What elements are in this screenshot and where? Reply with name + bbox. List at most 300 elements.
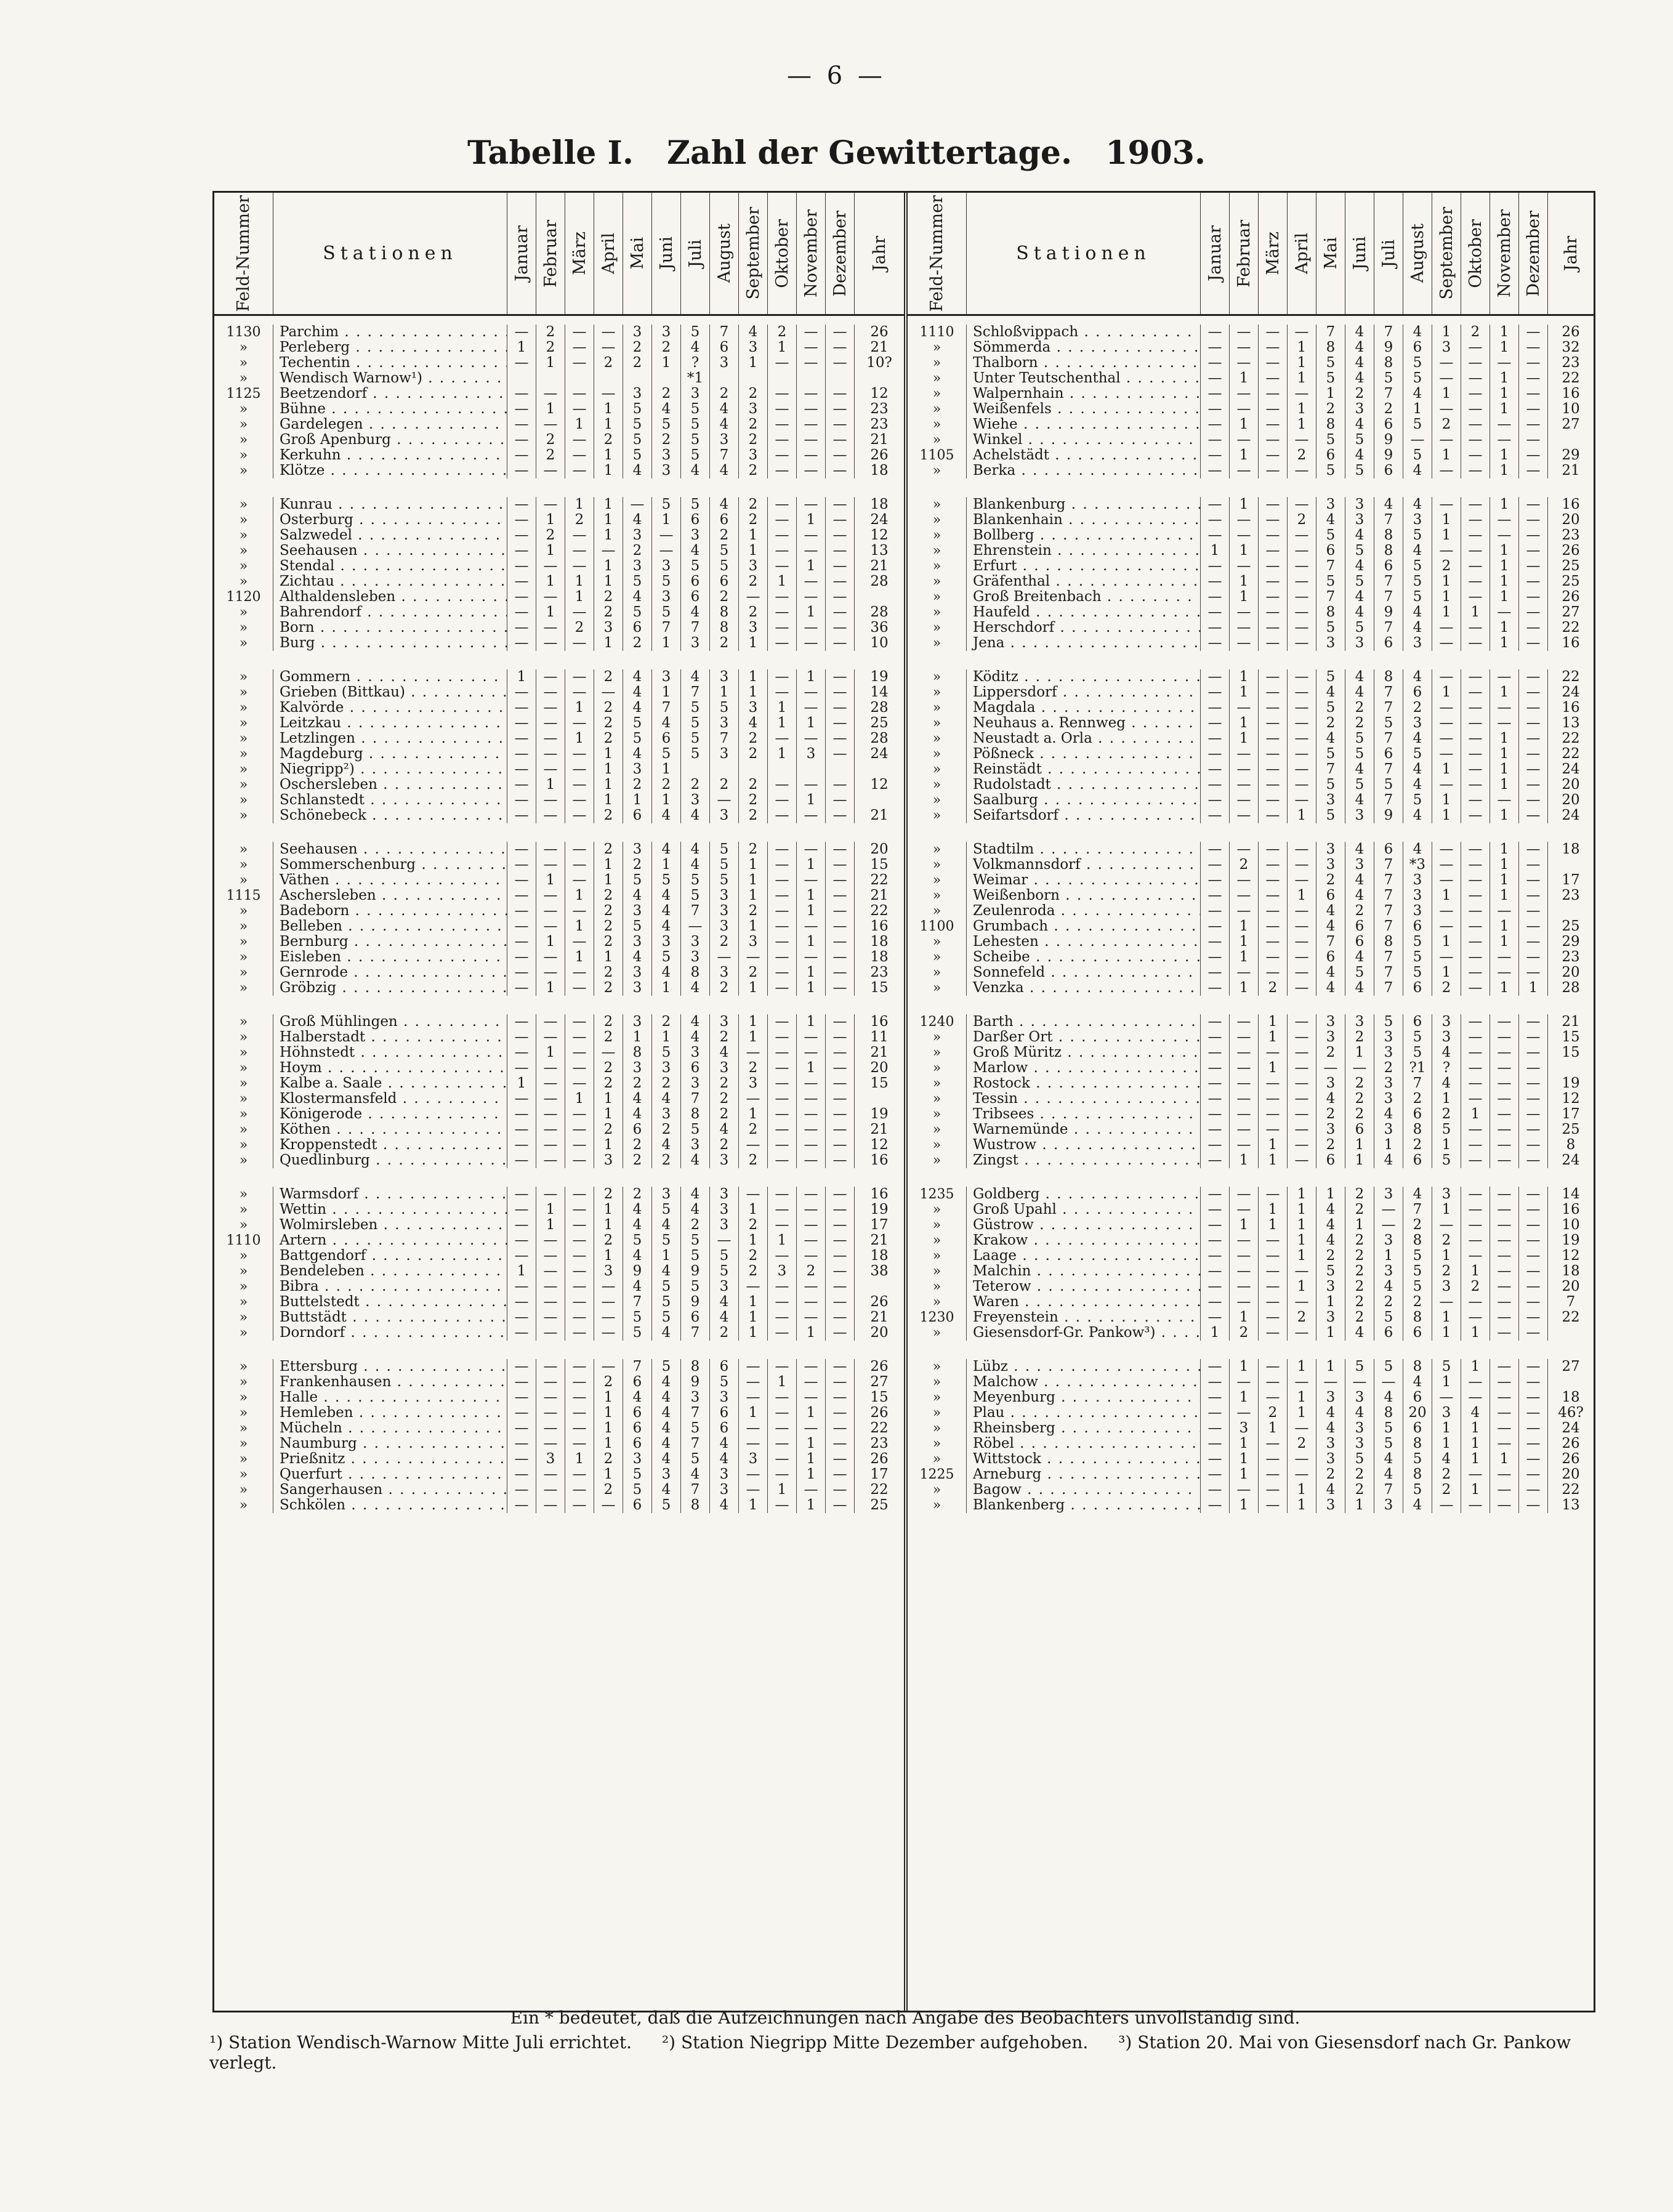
month-count-cell: 1 [1461, 1107, 1490, 1122]
month-count-cell: 4 [652, 1451, 681, 1467]
month-count-cell: — [768, 605, 797, 620]
month-count-cell: 4 [1403, 386, 1432, 402]
year-total-cell: 15 [870, 1390, 889, 1405]
year-total-cell: 32 [1562, 340, 1580, 355]
month-count-cell: 1 [797, 903, 826, 919]
feld-nummer-cell: » [214, 669, 273, 685]
month-count-cell: — [1519, 857, 1548, 873]
month-count-cell: — [1201, 1467, 1230, 1482]
month-count-cell: 1 [1432, 965, 1461, 980]
month-count-cell: 8 [681, 1359, 710, 1374]
month-count-cell: 1 [1288, 1202, 1316, 1217]
footnotes-line [209, 2032, 1601, 2073]
month-count-cell: 3 [710, 746, 739, 762]
month-count-cell: — [536, 1467, 565, 1482]
month-count-cell: 5 [1403, 934, 1432, 950]
table-row [908, 1451, 1594, 1467]
month-count-cell: 2 [594, 980, 623, 996]
year-total-cell: 26 [1562, 325, 1580, 340]
year-total-cell: 14 [1562, 1187, 1580, 1202]
month-count-cell: 3 [710, 1279, 739, 1294]
month-count-cell: 5 [681, 700, 710, 716]
month-count-cell: 5 [1403, 417, 1432, 432]
month-count-cell: — [1288, 716, 1316, 731]
year-total-cell: 25 [870, 716, 889, 731]
month-count-cell: — [536, 1374, 565, 1390]
month-count-cell: — [768, 903, 797, 919]
month-count-cell: 2 [1403, 1217, 1432, 1233]
month-count-cell: — [826, 448, 855, 463]
feld-nummer-cell: 1235 [908, 1187, 967, 1202]
month-count-cell: 2 [594, 1374, 623, 1390]
table-row [908, 589, 1594, 605]
table-row [908, 463, 1594, 478]
month-count-cell: 1 [739, 1107, 768, 1122]
year-total-cell: 16 [870, 1187, 889, 1202]
month-count-cell: 1 [565, 731, 594, 746]
month-count-cell: 5 [1432, 1359, 1461, 1374]
month-count-cell: 7 [1374, 919, 1403, 934]
month-count-cell: — [1288, 965, 1316, 980]
month-count-cell: 4 [1403, 463, 1432, 478]
year-total-cell: 22 [1562, 669, 1580, 685]
month-count-cell: — [1201, 934, 1230, 950]
month-count-cell: 1 [1490, 1451, 1519, 1467]
feld-nummer-cell: » [908, 746, 967, 762]
month-count-cell: 1 [739, 1498, 768, 1513]
month-count-cell: — [507, 574, 536, 589]
month-count-cell: — [1519, 1137, 1548, 1153]
month-count-cell: 6 [623, 1498, 652, 1513]
month-count-cell: 4 [623, 463, 652, 478]
month-count-cell: 1 [1288, 808, 1316, 823]
year-total-cell: 19 [1562, 1076, 1580, 1091]
feld-nummer-cell: » [908, 636, 967, 651]
month-count-cell: — [536, 620, 565, 636]
month-count-cell: 5 [1345, 965, 1374, 980]
month-count-cell: — [507, 355, 536, 371]
header-month-label: Mai [1321, 237, 1340, 270]
month-count-cell: 6 [652, 731, 681, 746]
month-count-cell: — [826, 746, 855, 762]
month-count-cell: 4 [1403, 1374, 1432, 1390]
month-count-cell: 2 [1432, 559, 1461, 574]
month-count-cell: — [768, 934, 797, 950]
year-total-cell: 19 [870, 1107, 889, 1122]
month-count-cell: 6 [1403, 1107, 1432, 1122]
month-count-cell: — [1288, 543, 1316, 559]
month-count-cell: — [652, 528, 681, 543]
station-name-cell: Niegripp²) . . . [273, 762, 507, 777]
station-name-cell: Zeulenroda . . . [967, 903, 1201, 919]
month-count-cell: — [1259, 1498, 1288, 1513]
month-count-cell: — [1432, 636, 1461, 651]
month-count-cell: — [1490, 1467, 1519, 1482]
feld-nummer-cell: » [908, 842, 967, 857]
year-total-cell: 24 [1562, 762, 1580, 777]
month-count-cell: 3 [681, 1137, 710, 1153]
month-count-cell: 1 [536, 1217, 565, 1233]
month-count-cell: 6 [681, 512, 710, 528]
month-count-cell: — [768, 980, 797, 996]
month-count-cell: 1 [594, 793, 623, 808]
station-name-cell: Mücheln . . . [273, 1421, 507, 1436]
feld-nummer-cell: » [214, 574, 273, 589]
month-count-cell: 2 [739, 1264, 768, 1279]
month-count-cell: 2 [739, 1122, 768, 1137]
year-total-cell: 27 [1562, 605, 1580, 620]
month-count-cell: 4 [1316, 1233, 1345, 1248]
header-month-label: September [1437, 207, 1456, 300]
table-row [908, 1248, 1594, 1264]
month-count-cell: — [826, 386, 855, 402]
month-count-cell: 6 [1316, 888, 1345, 903]
month-count-cell: — [507, 980, 536, 996]
month-count-cell: — [565, 325, 594, 340]
month-count-cell: — [1259, 574, 1288, 589]
month-count-cell: 1 [1230, 417, 1259, 432]
feld-nummer-cell: » [214, 1325, 273, 1341]
month-count-cell: — [1432, 497, 1461, 512]
month-count-cell: 1 [739, 1294, 768, 1310]
month-count-cell: — [768, 463, 797, 478]
month-count-cell: 4 [681, 340, 710, 355]
month-count-cell: 6 [1374, 746, 1403, 762]
month-count-cell: 3 [1403, 873, 1432, 888]
year-total-cell: 24 [1562, 808, 1580, 823]
month-count-cell: 4 [623, 512, 652, 528]
month-count-cell: — [1259, 1359, 1288, 1374]
feld-nummer-cell: » [214, 842, 273, 857]
year-total-cell: 12 [870, 386, 889, 402]
month-count-cell: 1 [1490, 620, 1519, 636]
month-count-cell: — [1519, 1436, 1548, 1451]
feld-nummer-cell: » [908, 1264, 967, 1279]
table-row [214, 1405, 904, 1421]
month-count-cell: 2 [652, 1153, 681, 1168]
header-stationen [967, 193, 1201, 314]
feld-nummer-cell: » [214, 1482, 273, 1498]
month-count-cell: — [1519, 716, 1548, 731]
month-count-cell: — [1519, 1187, 1548, 1202]
table-row [908, 1405, 1594, 1421]
month-count-cell: — [565, 605, 594, 620]
header-month-label: August [1408, 224, 1427, 283]
station-name-cell: Köthen . . . [273, 1122, 507, 1137]
month-count-cell: — [1345, 1060, 1374, 1076]
month-count-cell: 1 [594, 873, 623, 888]
month-count-cell: 1 [1230, 448, 1259, 463]
month-count-cell: 4 [1316, 980, 1345, 996]
month-count-cell: 1 [594, 463, 623, 478]
feld-nummer-cell: » [908, 605, 967, 620]
month-count-cell: — [1519, 965, 1548, 980]
year-total-cell: 24 [1562, 685, 1580, 700]
month-count-cell: — [536, 1030, 565, 1045]
table-row [214, 716, 904, 731]
year-total-cell: 10 [1562, 1217, 1580, 1233]
month-count-cell: — [1461, 497, 1490, 512]
month-count-cell: 7 [652, 620, 681, 636]
month-count-cell: — [1432, 919, 1461, 934]
year-total-cell: 23 [870, 402, 889, 417]
month-count-cell: — [536, 808, 565, 823]
month-count-cell: 4 [1316, 1091, 1345, 1107]
month-count-cell: 1 [1461, 1436, 1490, 1451]
month-count-cell: 2 [594, 605, 623, 620]
month-count-cell: — [565, 1045, 594, 1060]
month-count-cell: 5 [1374, 1359, 1403, 1374]
month-count-cell: — [768, 842, 797, 857]
month-count-cell: — [536, 1325, 565, 1341]
month-count-cell: — [1230, 1294, 1259, 1310]
month-count-cell: — [507, 842, 536, 857]
month-count-cell: — [536, 1153, 565, 1168]
month-count-cell: 7 [1403, 1202, 1432, 1217]
month-count-cell: 1 [1259, 1030, 1288, 1045]
year-total-cell: 19 [1562, 1233, 1580, 1248]
month-count-cell: 5 [710, 1248, 739, 1264]
station-name-cell: Malchin . . . [967, 1264, 1201, 1279]
month-count-cell: — [797, 685, 826, 700]
month-count-cell: 1 [652, 685, 681, 700]
month-count-cell: — [1519, 1014, 1548, 1030]
header-month-label: November [801, 209, 821, 297]
header-month-label: Oktober [1465, 219, 1485, 288]
month-count-cell: 2 [1345, 1030, 1374, 1045]
month-count-cell: 8 [681, 1498, 710, 1513]
month-count-cell: — [1490, 1294, 1519, 1310]
month-count-cell: — [1201, 559, 1230, 574]
month-count-cell: 2 [1345, 716, 1374, 731]
month-count-cell [681, 762, 710, 777]
table-row [908, 417, 1594, 432]
feld-nummer-cell: » [908, 432, 967, 448]
month-count-cell: 3 [623, 903, 652, 919]
station-name-cell: Groß Mühlingen . . . [273, 1014, 507, 1030]
month-count-cell: — [797, 1248, 826, 1264]
month-count-cell: 8 [1316, 417, 1345, 432]
station-name-cell: Schönebeck . . . [273, 808, 507, 823]
month-count-cell: — [710, 1233, 739, 1248]
month-count-cell: 1 [652, 857, 681, 873]
station-name-cell: Pößneck . . . [967, 746, 1201, 762]
header-jahr [1548, 193, 1594, 314]
month-count-cell: 4 [710, 463, 739, 478]
table-row [908, 762, 1594, 777]
month-count-cell: — [565, 1482, 594, 1498]
month-count-cell: — [1201, 700, 1230, 716]
month-count-cell: 5 [1316, 808, 1345, 823]
table-row [214, 1310, 904, 1325]
feld-nummer-cell: » [908, 1482, 967, 1498]
year-total-cell: 13 [1562, 1498, 1580, 1513]
month-count-cell: 3 [1432, 1014, 1461, 1030]
month-count-cell: — [1461, 716, 1490, 731]
station-name-cell: Groß Upahl . . . [967, 1202, 1201, 1217]
month-count-cell: 7 [681, 1405, 710, 1421]
month-count-cell: — [1230, 1137, 1259, 1153]
month-count-cell: 5 [623, 1233, 652, 1248]
month-count-cell: 2 [594, 1122, 623, 1137]
month-count-cell: — [768, 448, 797, 463]
month-count-cell: — [768, 808, 797, 823]
month-count-cell: — [797, 1122, 826, 1137]
station-name-cell: Hemleben . . . [273, 1405, 507, 1421]
table-row [908, 1482, 1594, 1498]
month-count-cell: 7 [710, 325, 739, 340]
month-count-cell: 2 [1316, 716, 1345, 731]
year-total-cell: 15 [870, 857, 889, 873]
month-count-cell: 1 [1201, 1325, 1230, 1341]
month-count-cell: 5 [1345, 432, 1374, 448]
station-name-cell: Bagow . . . [967, 1482, 1201, 1498]
month-count-cell: 6 [1345, 919, 1374, 934]
month-count-cell: — [1230, 340, 1259, 355]
table-row [908, 528, 1594, 543]
month-count-cell: — [507, 1405, 536, 1421]
month-count-cell: 5 [710, 1264, 739, 1279]
month-count-cell: 3 [681, 793, 710, 808]
month-count-cell: 4 [1374, 1451, 1403, 1467]
month-count-cell: 3 [710, 1482, 739, 1498]
month-count-cell: 1 [1461, 605, 1490, 620]
month-count-cell: 8 [681, 1107, 710, 1122]
month-count-cell: — [1201, 1405, 1230, 1421]
header-month-label: Januar [512, 225, 531, 281]
month-count-cell: 1 [1432, 1421, 1461, 1436]
month-count-cell: — [1259, 528, 1288, 543]
month-count-cell: — [565, 528, 594, 543]
month-count-cell: 2 [1316, 1107, 1345, 1122]
month-count-cell: — [1519, 1325, 1548, 1341]
month-count-cell: — [1230, 1091, 1259, 1107]
month-count-cell: 4 [681, 1030, 710, 1045]
month-count-cell: — [1230, 605, 1259, 620]
station-name-cell: Bühne . . . [273, 402, 507, 417]
month-count-cell: 2 [739, 965, 768, 980]
month-count-cell: — [1230, 1374, 1259, 1390]
month-count-cell: 4 [1374, 1279, 1403, 1294]
feld-nummer-cell: » [214, 980, 273, 996]
feld-nummer-cell: » [214, 919, 273, 934]
month-count-cell: — [1230, 432, 1259, 448]
month-count-cell: — [1288, 589, 1316, 605]
year-total-cell: 21 [870, 432, 889, 448]
station-name-cell: Arneburg . . . [967, 1467, 1201, 1482]
month-count-cell: — [1432, 371, 1461, 386]
table-row [214, 842, 904, 857]
month-count-cell: 1 [1288, 1187, 1316, 1202]
month-count-cell: — [1230, 1045, 1259, 1060]
month-count-cell: — [1519, 777, 1548, 793]
month-count-cell: — [1259, 1294, 1288, 1310]
month-count-cell: 2 [710, 589, 739, 605]
footnote-1: ¹) Station Wendisch-Warnow Mitte Juli errichtet. [209, 2032, 632, 2053]
month-count-cell: 9 [1374, 432, 1403, 448]
month-count-cell: — [797, 497, 826, 512]
month-count-cell: 1 [797, 1436, 826, 1451]
month-count-cell: — [1230, 463, 1259, 478]
month-count-cell: 2 [739, 1060, 768, 1076]
station-name-cell: Warmsdorf . . . [273, 1187, 507, 1202]
month-count-cell: — [507, 1137, 536, 1153]
month-count-cell: — [826, 543, 855, 559]
month-count-cell: 3 [652, 1467, 681, 1482]
month-count-cell: 4 [739, 325, 768, 340]
month-count-cell: 5 [652, 605, 681, 620]
month-count-cell: 5 [1403, 371, 1432, 386]
month-count-cell: 4 [681, 1153, 710, 1168]
month-count-cell: — [507, 934, 536, 950]
station-name-cell: Naumburg . . . [273, 1436, 507, 1451]
station-name-cell: Laage . . . [967, 1248, 1201, 1264]
month-count-cell: — [1288, 1122, 1316, 1137]
month-count-cell: — [768, 1310, 797, 1325]
month-count-cell: — [507, 1187, 536, 1202]
month-count-cell: 2 [1432, 1482, 1461, 1498]
month-count-cell: 6 [1374, 842, 1403, 857]
month-count-cell: 1 [1490, 340, 1519, 355]
header-month-label: Oktober [772, 219, 792, 288]
month-count-cell: — [1288, 1294, 1316, 1310]
month-count-cell: 6 [1316, 1153, 1345, 1168]
year-total-cell: 29 [1562, 448, 1580, 463]
month-count-cell: 3 [1403, 636, 1432, 651]
year-total-cell [1548, 1325, 1594, 1341]
month-count-cell: 5 [623, 1310, 652, 1325]
month-count-cell: 3 [681, 934, 710, 950]
month-count-cell: — [1259, 1107, 1288, 1122]
feld-nummer-cell: » [214, 1279, 273, 1294]
month-count-cell: — [1432, 432, 1461, 448]
month-count-cell: 1 [739, 1233, 768, 1248]
month-count-cell: 3 [1316, 1310, 1345, 1325]
month-count-cell: 7 [1374, 731, 1403, 746]
month-count-cell: 7 [681, 620, 710, 636]
month-count-cell: — [797, 842, 826, 857]
month-count-cell: 7 [1374, 965, 1403, 980]
month-count-cell: — [1519, 325, 1548, 340]
month-count-cell: 4 [1374, 1153, 1403, 1168]
month-count-cell: — [826, 777, 855, 793]
month-count-cell: — [1288, 528, 1316, 543]
month-count-cell: — [797, 808, 826, 823]
feld-nummer-cell: » [214, 1091, 273, 1107]
month-count-cell: — [768, 950, 797, 965]
month-count-cell: 2 [1288, 512, 1316, 528]
month-count-cell: — [507, 1374, 536, 1390]
month-count-cell: — [1432, 355, 1461, 371]
year-total-cell: 18 [870, 463, 889, 478]
month-count-cell: — [739, 1421, 768, 1436]
month-count-cell: 2 [623, 355, 652, 371]
month-count-cell: 3 [710, 808, 739, 823]
month-count-cell: 2 [565, 512, 594, 528]
table-row [214, 1482, 904, 1498]
month-count-cell: 3 [1316, 497, 1345, 512]
month-count-cell: 7 [1374, 512, 1403, 528]
month-count-cell: — [536, 1405, 565, 1421]
month-count-cell: 4 [652, 1405, 681, 1421]
month-count-cell: 3 [623, 386, 652, 402]
month-count-cell: — [536, 463, 565, 478]
month-count-cell: 4 [1316, 1482, 1345, 1498]
month-count-cell: 3 [652, 463, 681, 478]
month-count-cell: 5 [1345, 746, 1374, 762]
month-count-cell: 4 [681, 842, 710, 857]
month-count-cell: — [1288, 669, 1316, 685]
